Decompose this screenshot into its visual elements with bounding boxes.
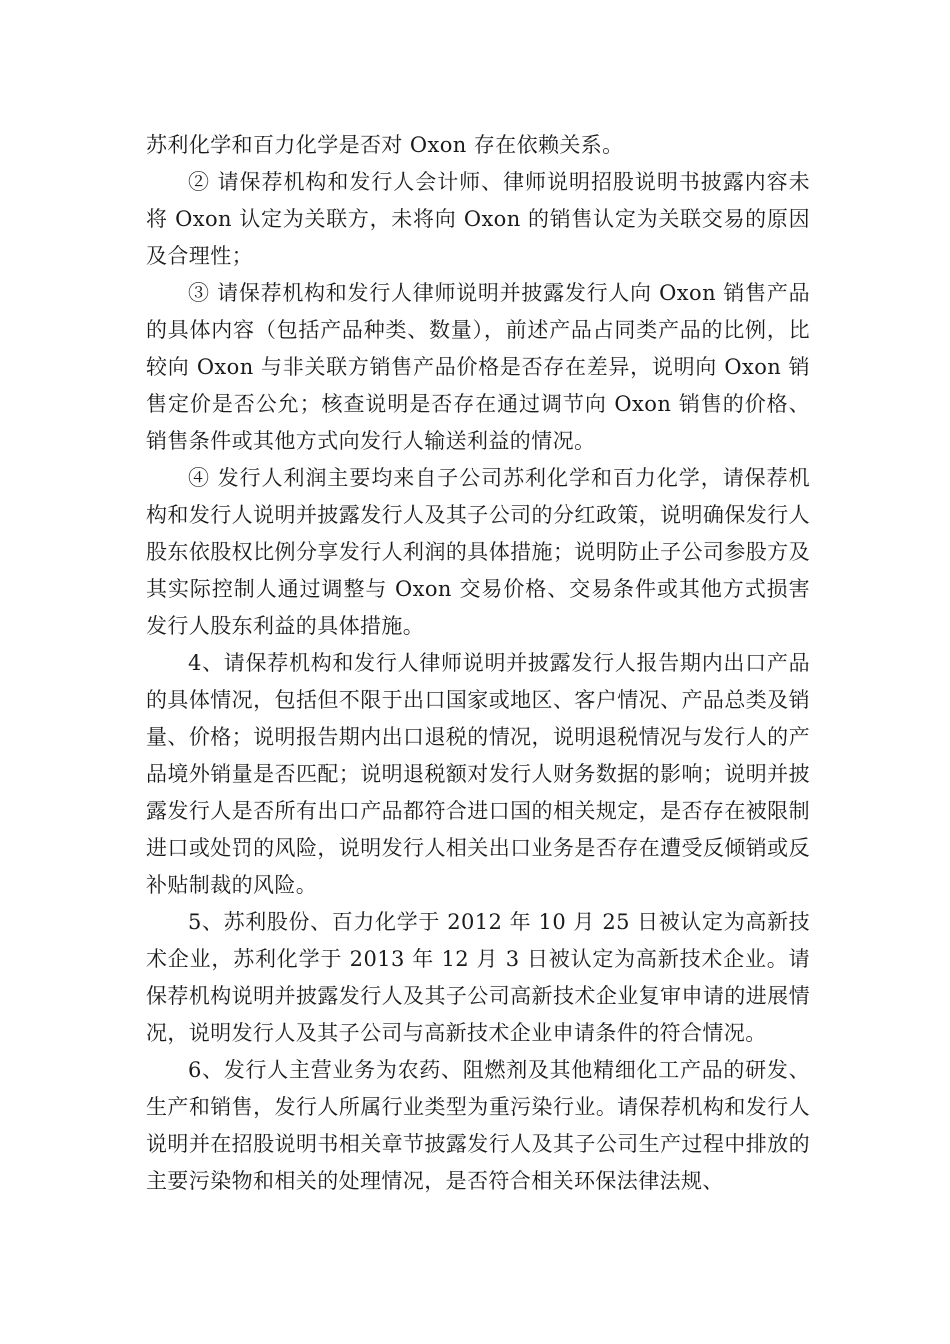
- paragraph: ④ 发行人利润主要均来自子公司苏利化学和百力化学，请保荐机构和发行人说明并披露发行人及其子公司的分红政策，说明确保发行人股东依股权比例分享发行人利润的具体措施；说明防止子公司参股方及其实际控制人通过调整与 Oxon 交易价格、交易条件或其他方式损害发行人股东利益的具体措施。: [146, 466, 810, 638]
- paragraph: ② 请保荐机构和发行人会计师、律师说明招股说明书披露内容未将 Oxon 认定为关联方，未将向 Oxon 的销售认定为关联交易的原因及合理性；: [146, 170, 810, 268]
- paragraph: 4、请保荐机构和发行人律师说明并披露发行人报告期内出口产品的具体情况，包括但不限于出口国家或地区、客户情况、产品总类及销量、价格；说明报告期内出口退税的情况，说明退税情况与发行人的产品境外销量是否匹配；说明退税额对发行人财务数据的影响；说明并披露发行人是否所有出口产品都符合进口国的相关规定，是否存在被限制进口或处罚的风险，说明发行人相关出口业务是否存在遭受反倾销或反补贴制裁的风险。: [146, 651, 810, 897]
- document-body: [146, 127, 810, 1200]
- paragraph: 5、苏利股份、百力化学于 2012 年 10 月 25 日被认定为高新技术企业，苏利化学于 2013 年 12 月 3 日被认定为高新技术企业。请保荐机构说明并披露发行人及其子公司高新技术企业复审申请的进展情况，说明发行人及其子公司与高新技术企业申请条件的符合情况。: [146, 910, 810, 1045]
- paragraph: ③ 请保荐机构和发行人律师说明并披露发行人向 Oxon 销售产品的具体内容（包括产品种类、数量），前述产品占同类产品的比例，比较向 Oxon 与非关联方销售产品价格是否存在差异，说明向 Oxon 销售定价是否公允；核查说明是否存在通过调节向 Oxon 销售的价格、销售条件或其他方式向发行人输送利益的情况。: [146, 281, 810, 453]
- paragraph: 苏利化学和百力化学是否对 Oxon 存在依赖关系。: [146, 133, 624, 157]
- paragraph: 6、发行人主营业务为农药、阻燃剂及其他精细化工产品的研发、生产和销售，发行人所属行业类型为重污染行业。请保荐机构和发行人说明并在招股说明书相关章节披露发行人及其子公司生产过程中排放的主要污染物和相关的处理情况，是否符合相关环保法律法规、: [146, 1058, 810, 1193]
